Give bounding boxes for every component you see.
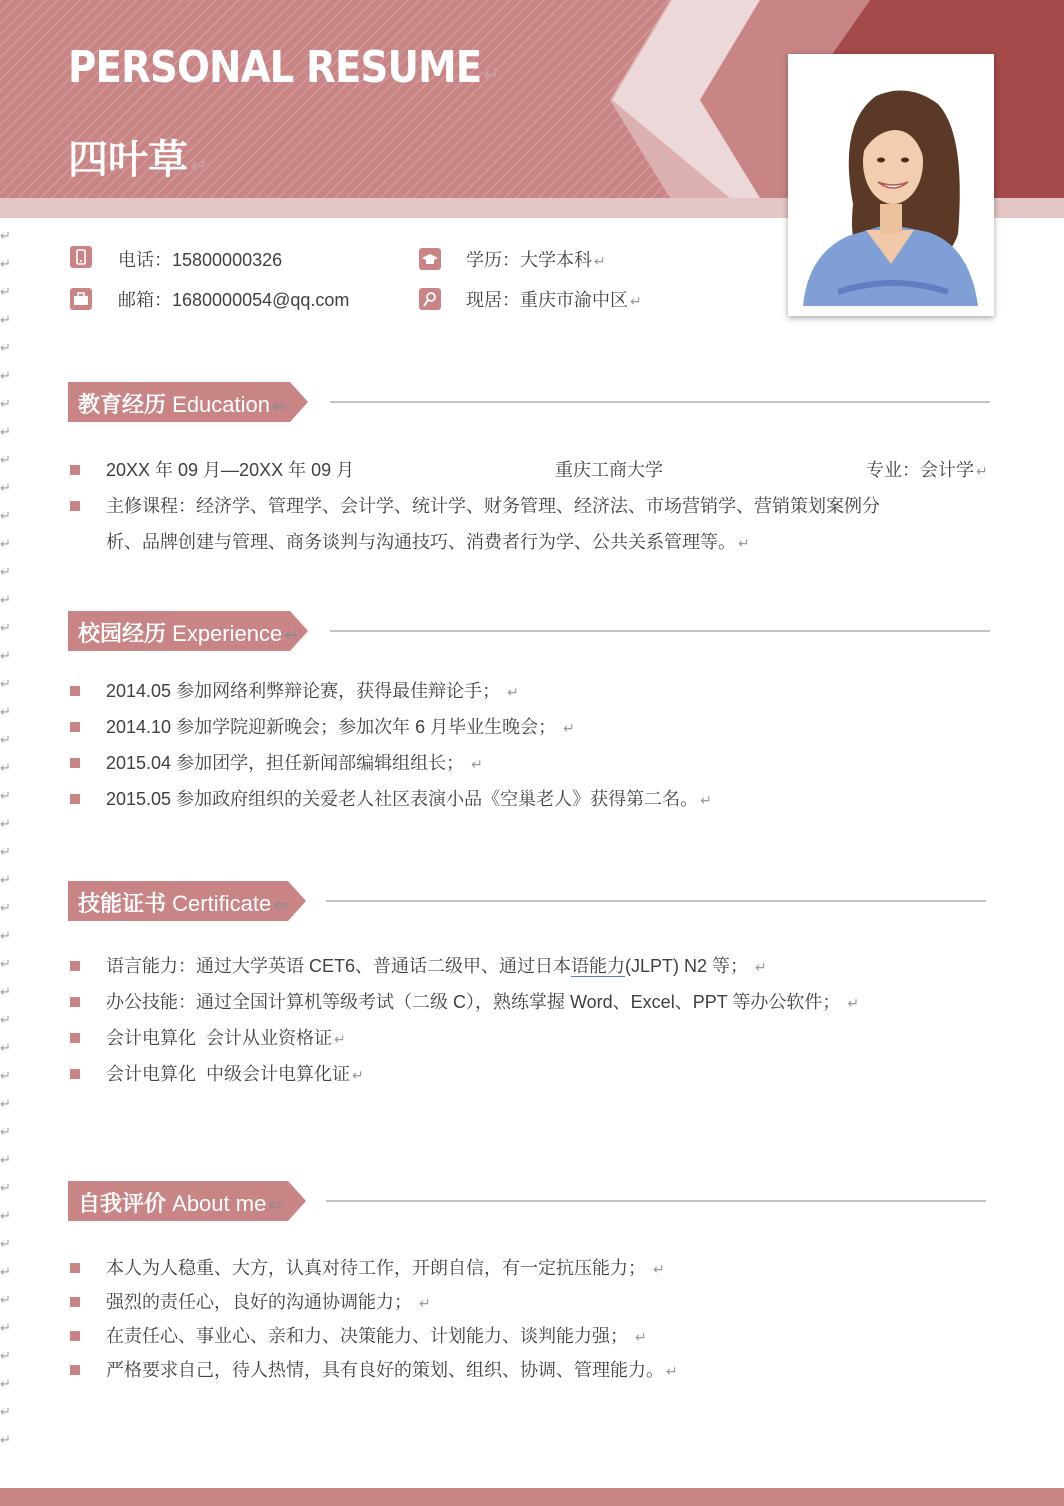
paragraph-mark: ↵	[0, 592, 11, 607]
paragraph-mark: ↵	[0, 648, 11, 663]
about-item: 在责任心、事业心、亲和力、决策能力、计划能力、谈判能力强； ↵	[106, 1326, 647, 1346]
paragraph-mark: ↵	[0, 312, 11, 327]
paragraph-mark: ↵	[0, 1432, 11, 1447]
paragraph-mark: ↵	[0, 368, 11, 383]
section-divider	[330, 630, 990, 632]
bullet-square	[70, 1033, 80, 1043]
certificate-item: 办公技能：通过全国计算机等级考试（二级 C），熟练掌握 Word、Excel、PPT 等办公软件； ↵	[106, 992, 860, 1012]
paragraph-mark: ↵	[0, 1292, 11, 1307]
profile-photo	[788, 54, 994, 316]
arrow-mark: ⇐	[272, 396, 288, 416]
education-period: 20XX 年 09 月—20XX 年 09 月	[106, 460, 355, 480]
certificate-item: 会计电算化 中级会计电算化证 ↵	[106, 1064, 364, 1084]
resume-title: PERSONAL RESUME↵	[68, 42, 499, 93]
arrow-mark: ⇐	[268, 1195, 284, 1215]
paragraph-mark: ↵	[0, 760, 11, 775]
paragraph-mark: ↵	[0, 1320, 11, 1335]
paragraph-mark: ↵	[0, 928, 11, 943]
bullet-square	[70, 722, 80, 732]
paragraph-mark: ↵	[635, 1329, 647, 1345]
paragraph-mark: ↵	[738, 535, 750, 551]
paragraph-mark: ↵	[0, 620, 11, 635]
paragraph-mark: ↵	[0, 704, 11, 719]
paragraph-mark: ↵	[0, 480, 11, 495]
footer-bar	[0, 1488, 1064, 1506]
paragraph-mark: ↵	[0, 1404, 11, 1419]
paragraph-mark: ↵	[471, 756, 483, 772]
paragraph-mark: ↵	[0, 256, 11, 271]
bullet-square	[70, 794, 80, 804]
section-title-education: 教育经历 Education ⇐	[78, 392, 288, 418]
paragraph-mark: ↵	[0, 536, 11, 551]
paragraph-mark: ↵	[0, 1040, 11, 1055]
certificate-item: 会计电算化 会计从业资格证 ↵	[106, 1028, 346, 1048]
location-pin-icon	[419, 288, 441, 310]
experience-item: 2015.04 参加团学，担任新闻部编辑组组长； ↵	[106, 753, 483, 773]
contact-email: 邮箱：1680000054@qq.com	[118, 290, 350, 310]
graduation-cap-icon	[419, 248, 441, 270]
paragraph-mark: ↵	[666, 1363, 678, 1379]
section-title-about: 自我评价 About me ⇐	[78, 1191, 284, 1217]
bullet-square	[70, 997, 80, 1007]
contact-phone: 电话：15800000326	[118, 250, 283, 270]
paragraph-mark: ↵	[334, 1031, 346, 1047]
bullet-square	[70, 1263, 80, 1273]
paragraph-mark: ↵	[0, 1180, 11, 1195]
phone-icon	[70, 246, 92, 268]
paragraph-mark: ↵	[0, 816, 11, 831]
paragraph-mark: ↵	[594, 253, 606, 269]
bullet-square	[70, 1069, 80, 1079]
paragraph-mark: ↵	[0, 900, 11, 915]
paragraph-mark: ↵	[0, 1012, 11, 1027]
paragraph-mark: ↵	[0, 1236, 11, 1251]
paragraph-mark: ↵	[0, 564, 11, 579]
about-item: 强烈的责任心，良好的沟通协调能力； ↵	[106, 1292, 431, 1312]
paragraph-mark: ↵	[0, 508, 11, 523]
paragraph-mark: ↵	[0, 452, 11, 467]
paragraph-mark: ↵	[0, 1068, 11, 1083]
briefcase-icon	[70, 288, 92, 310]
paragraph-mark: ↵	[0, 984, 11, 999]
paragraph-mark: ↵	[0, 1124, 11, 1139]
paragraph-mark: ↵	[563, 720, 575, 736]
paragraph-mark: ↵	[0, 1264, 11, 1279]
experience-item: 2014.05 参加网络利弊辩论赛，获得最佳辩论手； ↵	[106, 681, 519, 701]
contact-education: 学历：大学本科 ↵	[466, 250, 606, 270]
paragraph-mark: ↵	[419, 1295, 431, 1311]
paragraph-mark: ↵	[190, 154, 209, 179]
paragraph-mark: ↵	[0, 340, 11, 355]
spellcheck-underline-text: 语能力	[571, 956, 626, 976]
section-title-experience: 校园经历 Experience ↵	[78, 621, 300, 647]
paragraph-mark: ↵	[483, 63, 499, 88]
section-divider	[330, 401, 990, 403]
contact-location: 现居：重庆市渝中区 ↵	[466, 290, 642, 310]
bullet-square	[70, 1331, 80, 1341]
paragraph-mark: ↵	[847, 995, 860, 1011]
paragraph-mark: ↵	[755, 959, 767, 975]
bullet-square	[70, 758, 80, 768]
arrow-mark: ⇐	[273, 895, 289, 915]
paragraph-mark: ↵	[0, 732, 11, 747]
paragraph-mark: ↵	[0, 676, 11, 691]
paragraph-mark: ↵	[0, 956, 11, 971]
paragraph-mark: ↵	[0, 1376, 11, 1391]
paragraph-mark: ↵	[0, 284, 11, 299]
candidate-name: 四叶草↵	[68, 137, 209, 183]
section-divider	[326, 900, 986, 902]
about-item: 本人为人稳重、大方，认真对待工作，开朗自信，有一定抗压能力； ↵	[106, 1258, 665, 1278]
education-school: 重庆工商大学	[555, 460, 663, 480]
paragraph-mark: ↵	[0, 1348, 11, 1363]
section-divider	[326, 1200, 986, 1202]
education-major: 专业：会计学 ↵	[866, 460, 988, 480]
paragraph-mark: ↵	[0, 1152, 11, 1167]
experience-item: 2015.05 参加政府组织的关爱老人社区表演小品《空巢老人》获得第二名。 ↵	[106, 789, 712, 809]
experience-item: 2014.10 参加学院迎新晚会；参加次年 6 月毕业生晚会； ↵	[106, 717, 575, 737]
paragraph-mark: ↵	[700, 792, 712, 808]
paragraph-mark: ↵	[0, 228, 11, 243]
bullet-square	[70, 686, 80, 696]
paragraph-mark: ↵	[0, 396, 11, 411]
education-courses-line-1: 主修课程：经济学、管理学、会计学、统计学、财务管理、经济法、市场营销学、营销策划案例分	[106, 496, 880, 516]
paragraph-mark: ↵	[284, 625, 300, 645]
bullet-square	[70, 465, 80, 475]
education-courses-line-2: 析、品牌创建与管理、商务谈判与沟通技巧、消费者行为学、公共关系管理等。 ↵	[106, 532, 750, 552]
paragraph-mark: ↵	[976, 463, 988, 479]
paragraph-mark: ↵	[0, 424, 11, 439]
left-margin-paragraph-marks	[0, 222, 14, 1454]
paragraph-mark: ↵	[507, 684, 519, 700]
section-title-certificate: 技能证书 Certificate ⇐	[78, 891, 289, 917]
bullet-square	[70, 1365, 80, 1375]
bullet-square	[70, 501, 80, 511]
paragraph-mark: ↵	[653, 1261, 665, 1277]
paragraph-mark: ↵	[0, 1208, 11, 1223]
woman-portrait-icon	[798, 64, 984, 306]
paragraph-mark: ↵	[0, 872, 11, 887]
about-item: 严格要求自己，待人热情，具有良好的策划、组织、协调、管理能力。 ↵	[106, 1360, 678, 1380]
certificate-language: 语言能力：通过大学英语 CET6、普通话二级甲、通过日本语能力(JLPT) N2 等； ↵	[106, 956, 767, 976]
paragraph-mark: ↵	[0, 844, 11, 859]
paragraph-mark: ↵	[0, 788, 11, 803]
bullet-square	[70, 1297, 80, 1307]
paragraph-mark: ↵	[630, 293, 642, 309]
bullet-square	[70, 961, 80, 971]
paragraph-mark: ↵	[0, 1096, 11, 1111]
paragraph-mark: ↵	[352, 1067, 364, 1083]
